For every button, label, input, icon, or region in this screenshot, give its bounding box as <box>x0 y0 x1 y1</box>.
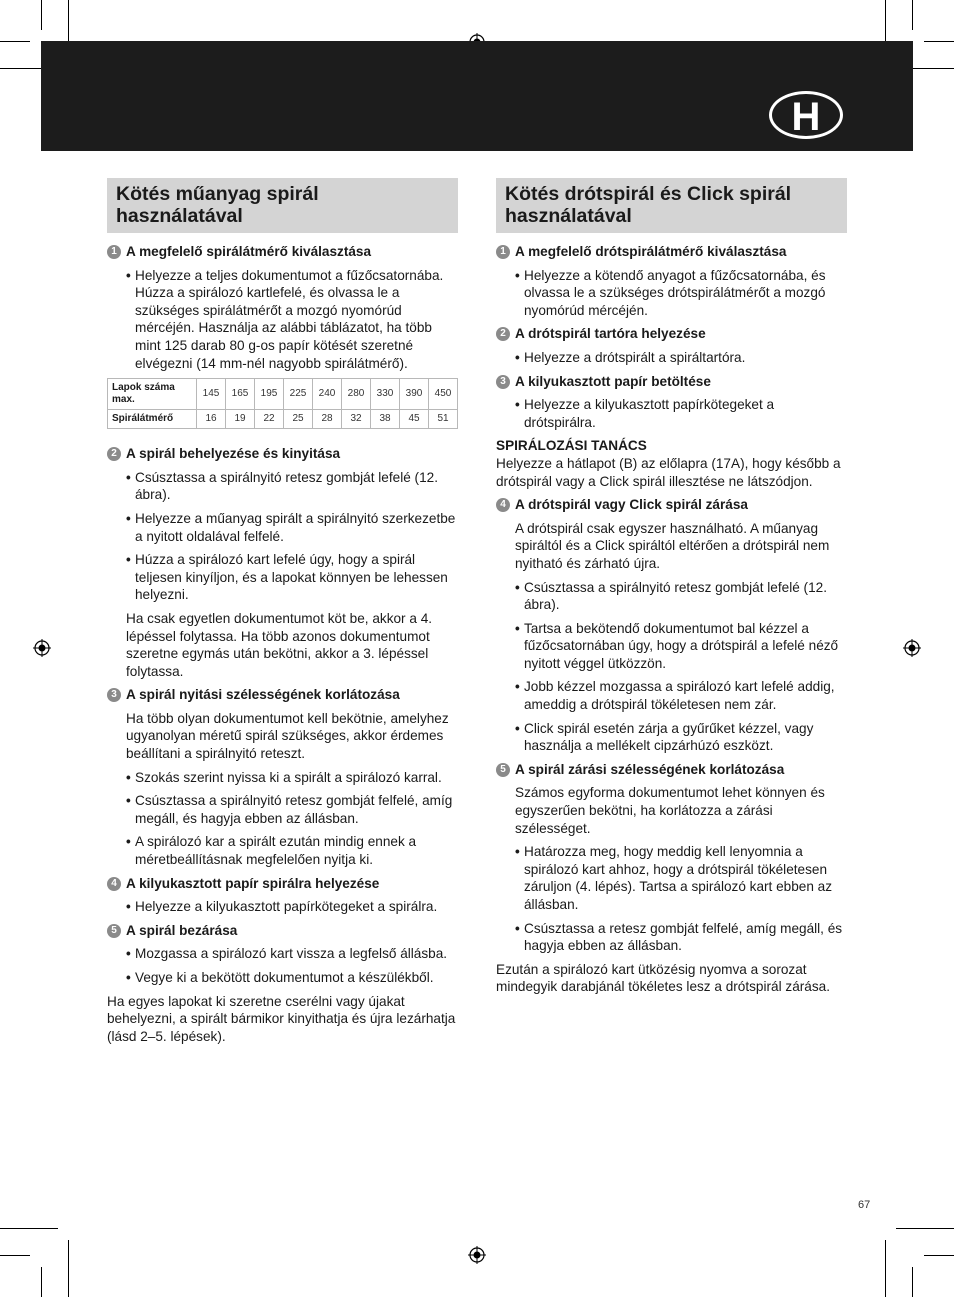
bullet-item: • Helyezze a kilyukasztott papírkötegeket a drótspirálra. <box>496 396 847 431</box>
step-heading <box>496 373 847 391</box>
step-number: 5 <box>107 924 121 938</box>
language-badge-label: H <box>791 95 821 139</box>
bullet-item: • Helyezze a kötendő anyagot a fűzőcsatornába, és olvassa le a szükséges drótspirálátmérőt a mozgó nyomórúd mércéjén. <box>496 267 847 320</box>
table-cell: 19 <box>226 410 255 429</box>
crop-mark <box>0 1228 58 1229</box>
left-column <box>107 178 458 1051</box>
registration-mark-icon <box>468 1246 486 1264</box>
step-heading <box>107 686 458 704</box>
closing-paragraph: Ha egyes lapokat ki szeretne cserélni vagy újakat behelyezni, a spirált bármikor kinyithatja és újra lezárhatja (lásd 2–5. lépések). <box>107 993 456 1044</box>
table-row-header: Spirálátmérő <box>108 410 197 429</box>
step-number: 1 <box>107 245 121 259</box>
table-cell: 240 <box>313 379 342 410</box>
paragraph: Ha több olyan dokumentumot kell bekötnie, amelyhez ugyanolyan méretű spirál szükséges, akkor érdemes beállítani a spirálnyitó reteszt. <box>126 710 449 762</box>
bullet-item: • Vegye ki a bekötött dokumentumot a készülékből. <box>107 969 458 987</box>
paragraph: A drótspirál csak egyszer használható. A műanyag spiráltól és a Click spiráltól eltérően a drótspirál nem nyitható és zárható újra. <box>515 520 830 571</box>
table-row <box>108 410 458 429</box>
table-cell: 16 <box>197 410 226 429</box>
step-title: A drótspirál vagy Click spirál zárása <box>515 497 748 513</box>
bullet-item: • Húzza a spirálozó kart lefelé úgy, hogy a spirál teljesen kinyíljon, és a lapokat könnyen be lehessen helyezni. <box>107 551 458 604</box>
paragraph: Ha csak egyetlen dokumentumot köt be, akkor a 4. lépéssel folytassa. Ha több azonos dokumentumot szeretne egymás után bekötni, akkor a 3. lépéssel folytassa. <box>126 610 433 679</box>
bullet-item: • Helyezze a drótspirált a spiráltartóra. <box>496 349 847 367</box>
bullet-item: • Csúsztassa a spirálnyitó retesz gombját lefelé (12. ábra). <box>107 469 458 504</box>
step-title: A kilyukasztott papír spirálra helyezése <box>126 875 380 891</box>
step-number: 5 <box>496 763 510 777</box>
step-heading <box>107 243 458 261</box>
step-title: A megfelelő spirálátmérő kiválasztása <box>126 244 372 259</box>
table-cell: 45 <box>400 410 429 429</box>
crop-mark <box>0 1255 30 1256</box>
table-cell: 165 <box>226 379 255 410</box>
bullet-item: • Csúsztassa a retesz gombját felfelé, amíg megáll, és hagyja ebben az állásban. <box>496 920 847 955</box>
step-heading <box>107 445 458 463</box>
crop-mark <box>885 1240 886 1297</box>
bullet-item: • A spirálozó kar a spirált ezután mindig ennek a méretbeállításnak megfelelően nyitja ki. <box>107 833 458 868</box>
right-column <box>496 178 847 1002</box>
step-title: A spirál behelyezése és kinyitása <box>126 446 341 462</box>
table-cell: 390 <box>400 379 429 410</box>
section-title: Kötés drótspirál és Click spirál használatával <box>496 178 847 233</box>
tip-text: Helyezze a hátlapot (B) az előlapra (17A), hogy később a drótspirál vagy a Click spirál illesztése ne látszódjon. <box>496 455 841 489</box>
registration-mark-icon <box>903 639 921 657</box>
step-title: A megfelelő drótspirálátmérő kiválasztása <box>515 244 787 259</box>
table-cell: 28 <box>313 410 342 429</box>
bullet-item: • Jobb kézzel mozgassa a spirálozó kart lefelé addig, ameddig a drótspirál tökéletesen nem zár. <box>496 678 847 713</box>
step-heading <box>496 496 847 514</box>
bullet-item: • Helyezze a kilyukasztott papírkötegeket a spirálra. <box>107 898 458 916</box>
bullet-item: • Helyezze a teljes dokumentumot a fűzőcsatornába. Húzza a spirálozó kartlefelé, és olvassa le a szükséges spirálátmérőt a mozgó nyomórúd mércéjén. Használja az alábbi táblázatot, ha több mint 125 darab 80 g-os papír kötését szeretné elvégezni (14 mm-nél nagyobb spirálátmérő). <box>107 267 458 373</box>
step-number: 1 <box>496 245 510 259</box>
table-cell: 225 <box>284 379 313 410</box>
step-number: 2 <box>496 327 510 341</box>
crop-mark <box>41 0 42 30</box>
bullet-item: • Határozza meg, hogy meddig kell lenyomnia a spirálozó kart ahhoz, hogy a drótspirál tökéletesen záruljon (4. lépés). Tartsa a spirálozó kart ebben az állásban. <box>496 843 847 913</box>
bullet-item: • Mozgassa a spirálozó kart vissza a legfelső állásba. <box>107 945 458 963</box>
table-cell: 145 <box>197 379 226 410</box>
closing-paragraph: Ezután a spirálozó kart ütközésig nyomva a sorozat mindegyik darabjánál tökéletes lesz a drótspirál zárása. <box>496 961 830 995</box>
table-cell: 195 <box>255 379 284 410</box>
step-number: 2 <box>107 447 121 461</box>
table-row <box>108 379 458 410</box>
step-title: A spirál bezárása <box>126 922 238 938</box>
paragraph: Számos egyforma dokumentumot lehet könnyen és egyszerűen bekötni, ha korlátozza a zárási szélességet. <box>515 785 825 836</box>
step-number: 4 <box>496 498 510 512</box>
table-cell: 330 <box>371 379 400 410</box>
step-number: 4 <box>107 877 121 891</box>
table-cell: 22 <box>255 410 284 429</box>
crop-mark <box>912 0 913 30</box>
crop-mark <box>896 1228 954 1229</box>
crop-mark <box>912 1267 913 1297</box>
spiral-size-table <box>107 378 458 429</box>
step-number: 3 <box>107 688 121 702</box>
step-number: 3 <box>496 375 510 389</box>
crop-mark <box>924 1255 954 1256</box>
table-cell: 51 <box>429 410 458 429</box>
language-badge <box>769 91 843 139</box>
bullet-item: • Helyezze a műanyag spirált a spirálnyitó szerkezetbe a nyitott oldalával felfelé. <box>107 510 458 545</box>
step-heading <box>107 875 458 893</box>
step-title: A spirál nyitási szélességének korlátozása <box>126 687 400 703</box>
bullet-item: • Click spirál esetén zárja a gyűrűket kézzel, vagy használja a mellékelt cipzárhúzó eszközt. <box>496 720 847 755</box>
crop-mark <box>41 1267 42 1297</box>
tip-heading: SPIRÁLOZÁSI TANÁCS <box>496 438 647 454</box>
table-cell: 38 <box>371 410 400 429</box>
table-cell: 280 <box>342 379 371 410</box>
page-number: 67 <box>858 1199 871 1211</box>
table-cell: 25 <box>284 410 313 429</box>
step-heading <box>496 761 847 779</box>
table-row-header: Lapok száma max. <box>108 379 197 410</box>
step-title: A drótspirál tartóra helyezése <box>515 326 706 342</box>
crop-mark <box>68 1240 69 1297</box>
bullet-item: • Tartsa a bekötendő dokumentumot bal kézzel a fűzőcsatornában úgy, hogy a drótspirál a lefelé néző nyitott véggel ütközzön. <box>496 620 847 673</box>
step-heading <box>107 922 458 940</box>
section-title: Kötés műanyag spirál használatával <box>107 178 458 233</box>
step-title: A spirál zárási szélességének korlátozása <box>515 761 785 777</box>
step-heading <box>496 325 847 343</box>
bullet-item: • Szokás szerint nyissa ki a spirált a spirálozó karral. <box>107 769 458 787</box>
step-title: A kilyukasztott papír betöltése <box>515 373 711 389</box>
crop-mark <box>0 41 30 42</box>
step-heading <box>496 243 847 261</box>
table-cell: 450 <box>429 379 458 410</box>
bullet-item: • Csúsztassa a spirálnyitó retesz gombját lefelé (12. ábra). <box>496 579 847 614</box>
bullet-item: • Csúsztassa a spirálnyitó retesz gombját felfelé, amíg megáll, és hagyja ebben az állásban. <box>107 792 458 827</box>
table-cell: 32 <box>342 410 371 429</box>
registration-mark-icon <box>33 639 51 657</box>
crop-mark <box>924 41 954 42</box>
